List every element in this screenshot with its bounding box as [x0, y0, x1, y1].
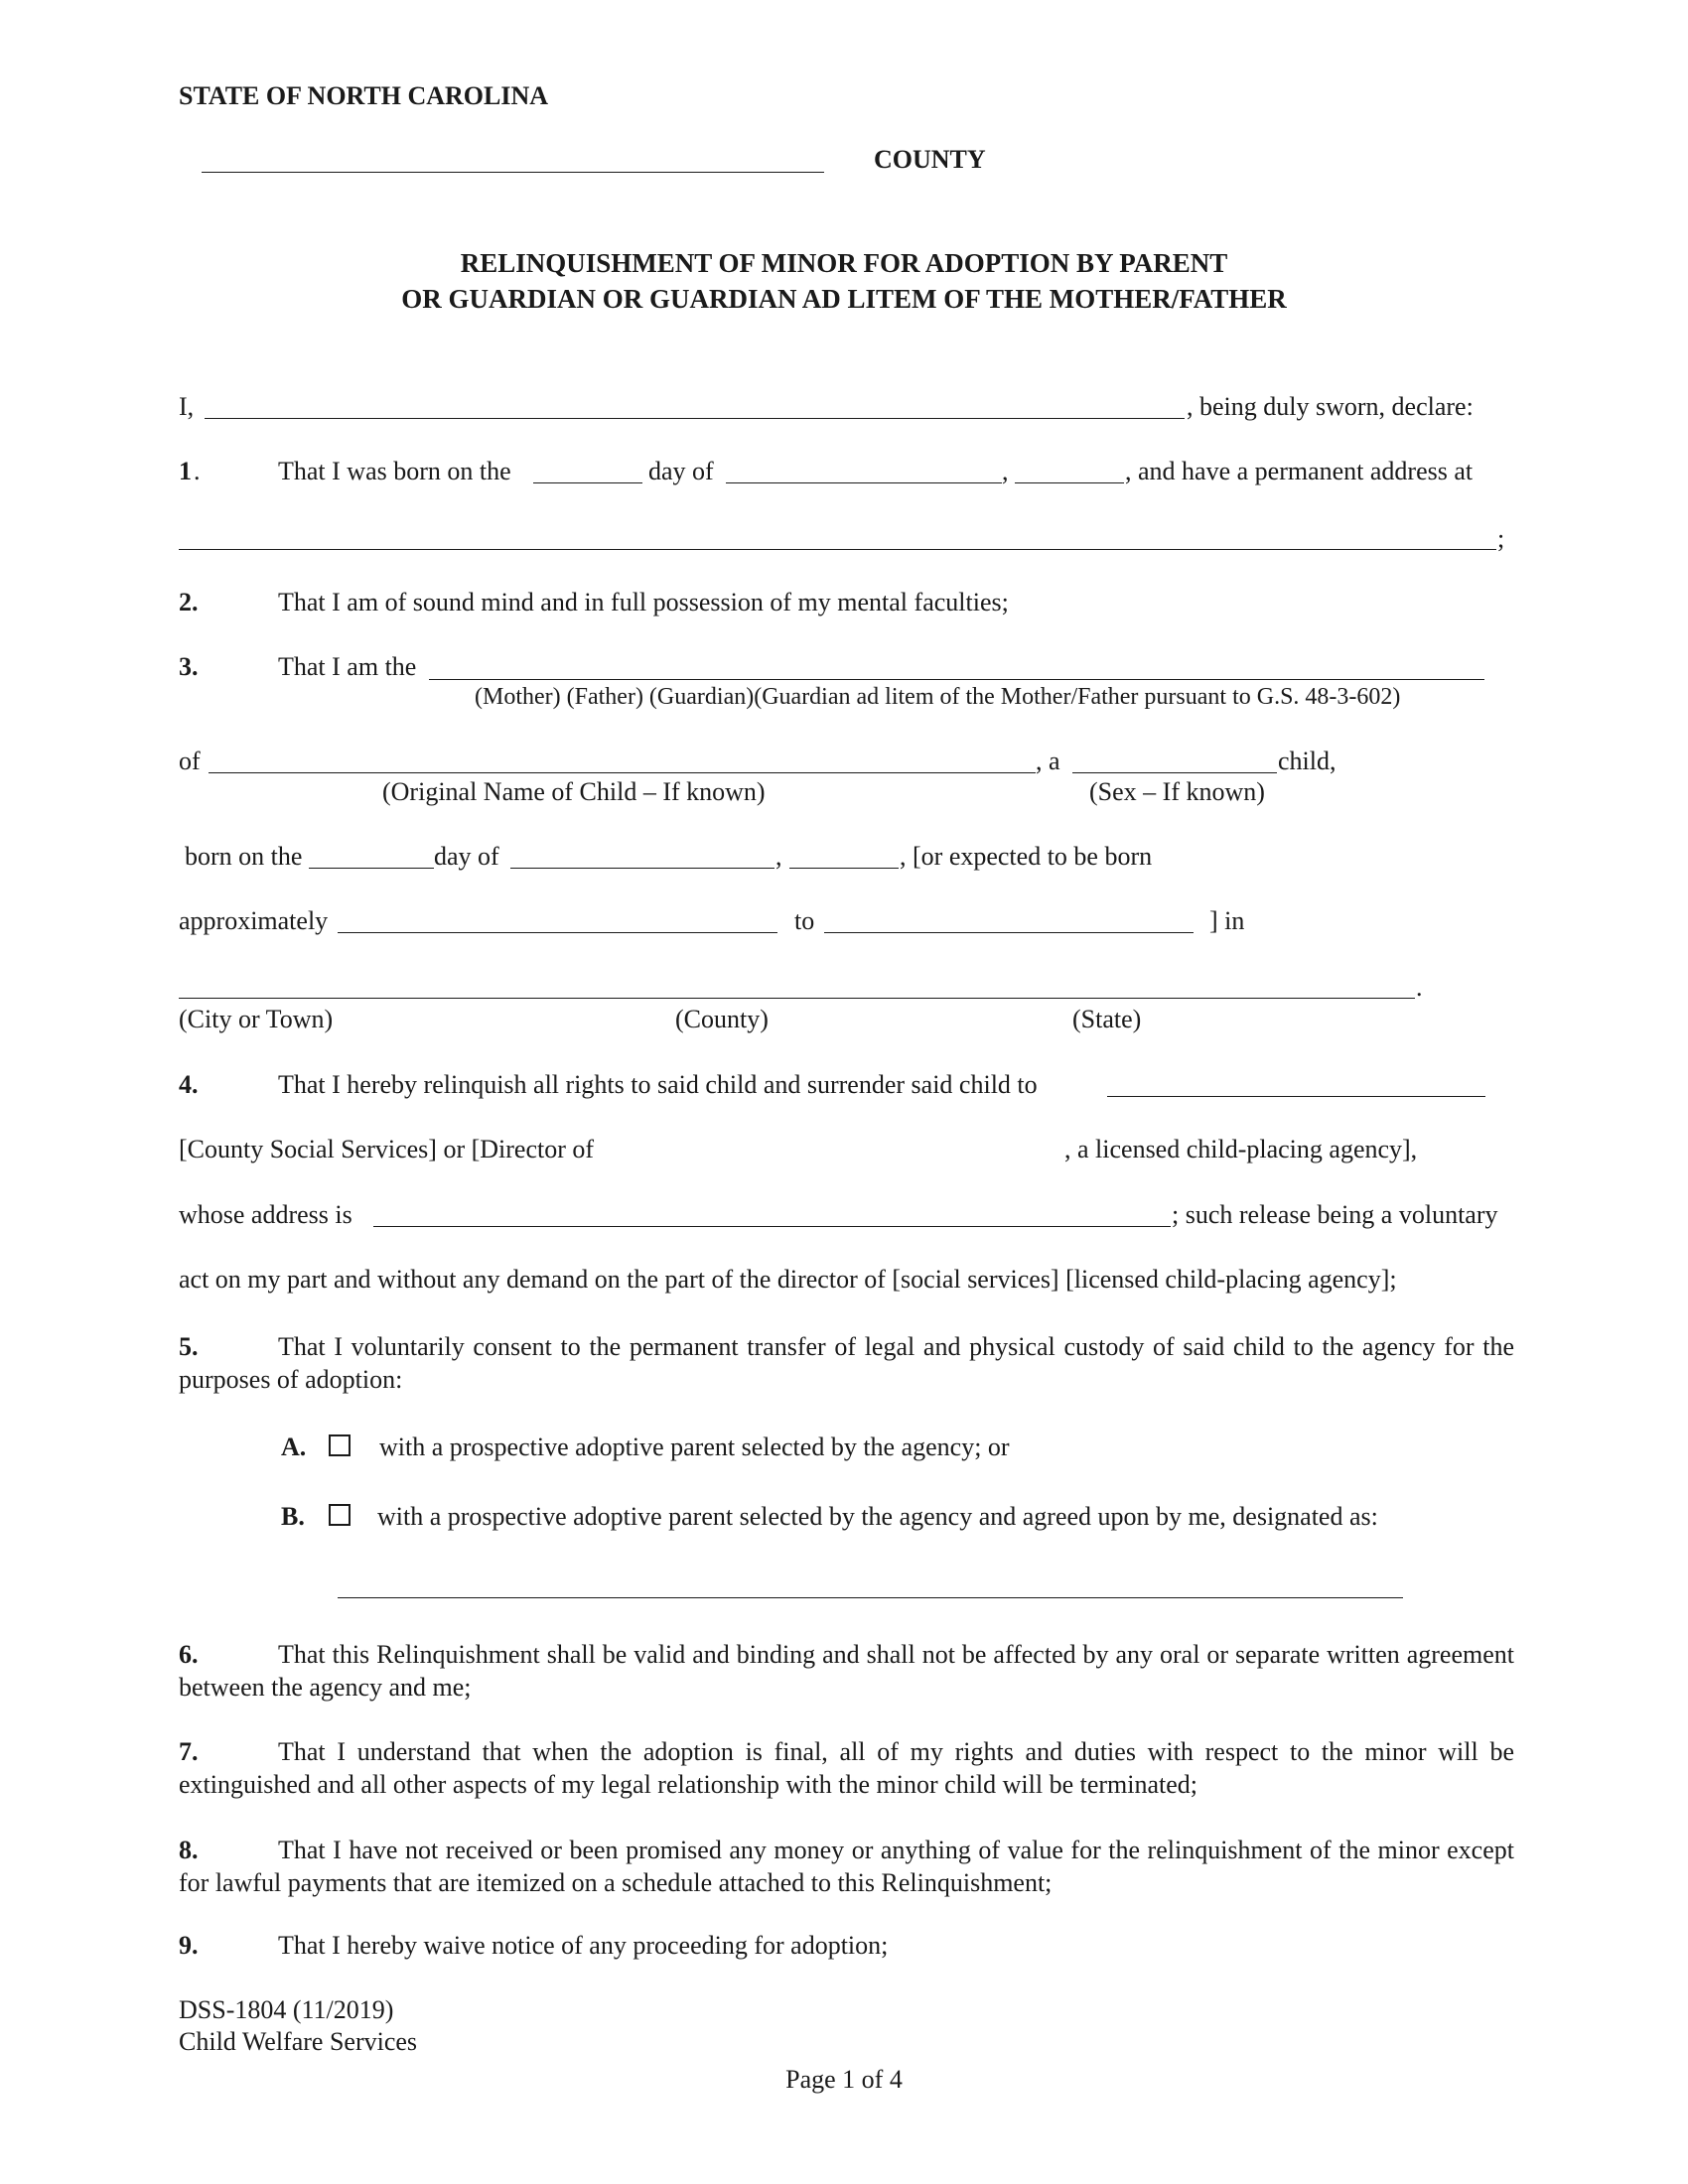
- county-name-field[interactable]: [202, 172, 824, 173]
- option-b-text: with a prospective adoptive parent selected by the agency and agreed upon by me, designated as:: [377, 1502, 1378, 1531]
- item-3-to: to: [794, 906, 815, 935]
- item-4-line2-a: [County Social Services] or [Director of: [179, 1135, 595, 1163]
- child-birth-year-field[interactable]: [789, 868, 899, 869]
- item-3-number: 3.: [179, 652, 199, 681]
- item-4-text: That I hereby relinquish all rights to said child and surrender said child to: [278, 1070, 1038, 1099]
- item-3-child: child,: [1278, 747, 1336, 775]
- form-title-line-1: RELINQUISHMENT OF MINOR FOR ADOPTION BY PARENT: [460, 248, 1228, 278]
- item-1-end: ;: [1497, 524, 1505, 553]
- item-1-dot: .: [194, 457, 201, 485]
- item-3-a: , a: [1036, 747, 1060, 775]
- item-4-line2-b: , a licensed child-placing agency],: [1064, 1135, 1418, 1163]
- item-3-in: ] in: [1209, 906, 1245, 935]
- item-3-born-on: born on the: [185, 842, 303, 871]
- option-b-label: B.: [281, 1502, 305, 1531]
- item-6: [179, 1638, 1514, 1704]
- item-5-number: 5.: [179, 1332, 199, 1361]
- child-birth-day-field[interactable]: [309, 868, 434, 869]
- item-6-text: That this Relinquishment shall be valid and binding and shall not be affected by any oral or separate written agreement between the agency and me;: [179, 1640, 1514, 1702]
- child-name-caption: (Original Name of Child – If known): [382, 777, 766, 806]
- item-1-number: 1: [179, 457, 192, 485]
- item-7-number: 7.: [179, 1737, 199, 1766]
- page-number: Page 1 of 4: [785, 2065, 903, 2094]
- state-caption: (State): [1072, 1005, 1142, 1033]
- item-3-of: of: [179, 747, 201, 775]
- item-3-expected: , [or expected to be born: [900, 842, 1153, 871]
- relationship-caption: (Mother) (Father) (Guardian)(Guardian ad litem of the Mother/Father pursuant to G.S. 48-3-602): [475, 684, 1401, 710]
- birth-year-field[interactable]: [1015, 482, 1124, 483]
- item-5-text: That I voluntarily consent to the permanent transfer of legal and physical custody of said child to the agency for the purposes of adoption:: [179, 1332, 1514, 1394]
- item-7-text: That I understand that when the adoption is final, all of my rights and duties with respect to the minor will be extinguished and all other aspects of my legal relationship with the minor child will be terminated;: [179, 1737, 1514, 1799]
- item-4-line4: act on my part and without any demand on the part of the director of [social services] [licensed child-placing agency];: [179, 1265, 1397, 1294]
- department: Child Welfare Services: [179, 2027, 418, 2056]
- option-a-text: with a prospective adoptive parent selected by the agency; or: [379, 1433, 1010, 1461]
- item-9: [179, 1931, 888, 1961]
- item-9-number: 9.: [179, 1931, 199, 1960]
- declaration-prefix: I,: [179, 392, 195, 421]
- item-5: [179, 1330, 1514, 1396]
- item-1-text-c: , and have a permanent address at: [1125, 457, 1474, 485]
- state-heading: STATE OF NORTH CAROLINA: [179, 81, 549, 110]
- child-sex-field[interactable]: [1072, 772, 1277, 773]
- city-caption: (City or Town): [179, 1005, 334, 1033]
- option-b-checkbox[interactable]: [329, 1504, 351, 1526]
- surrender-to-field[interactable]: [1107, 1096, 1485, 1097]
- permanent-address-field[interactable]: [179, 549, 1496, 550]
- item-7: [179, 1735, 1514, 1801]
- declaration-suffix: , being duly sworn, declare:: [1187, 392, 1474, 421]
- child-sex-caption: (Sex – If known): [1089, 777, 1265, 806]
- relationship-field[interactable]: [429, 679, 1484, 680]
- item-2-text: That I am of sound mind and in full possession of my mental faculties;: [278, 588, 1009, 616]
- item-1-text-b: day of: [648, 457, 714, 485]
- item-2: [179, 588, 1009, 617]
- item-3-text: That I am the: [278, 652, 417, 681]
- birth-location-field[interactable]: [179, 998, 1415, 999]
- item-4-number: 4.: [179, 1070, 199, 1099]
- item-3-approx: approximately: [179, 906, 329, 935]
- child-birth-month-field[interactable]: [510, 868, 774, 869]
- birth-month-field[interactable]: [726, 482, 1002, 483]
- form-id: DSS-1804 (11/2019): [179, 1995, 394, 2024]
- item-8-text: That I have not received or been promised any money or anything of value for the relinquishment of the minor except for lawful payments that are itemized on a schedule attached to this Relinquishment;: [179, 1836, 1514, 1897]
- county-label: COUNTY: [874, 145, 986, 174]
- item-3-comma: ,: [775, 842, 782, 871]
- expected-from-field[interactable]: [338, 932, 777, 933]
- child-name-field[interactable]: [209, 772, 1036, 773]
- item-1-text-a: That I was born on the: [278, 457, 511, 485]
- item-4-addr-b: ; such release being a voluntary: [1172, 1200, 1498, 1229]
- county-caption: (County): [675, 1005, 769, 1033]
- item-8: [179, 1834, 1514, 1899]
- option-a-label: A.: [281, 1433, 307, 1461]
- form-title-line-2: OR GUARDIAN OR GUARDIAN AD LITEM OF THE MOTHER/FATHER: [401, 284, 1287, 314]
- agency-address-field[interactable]: [373, 1226, 1171, 1227]
- item-3-period: .: [1416, 973, 1423, 1002]
- option-a-checkbox[interactable]: [329, 1434, 351, 1456]
- designated-parent-field[interactable]: [338, 1597, 1403, 1598]
- item-8-number: 8.: [179, 1836, 199, 1864]
- expected-to-field[interactable]: [824, 932, 1194, 933]
- item-2-number: 2.: [179, 588, 199, 616]
- item-9-text: That I hereby waive notice of any proceeding for adoption;: [278, 1931, 889, 1960]
- birth-day-field[interactable]: [533, 482, 642, 483]
- item-4-addr-a: whose address is: [179, 1200, 352, 1229]
- item-1-comma: ,: [1002, 457, 1009, 485]
- declarant-name-field[interactable]: [205, 418, 1185, 419]
- item-6-number: 6.: [179, 1640, 199, 1669]
- item-3-day-of: day of: [434, 842, 499, 871]
